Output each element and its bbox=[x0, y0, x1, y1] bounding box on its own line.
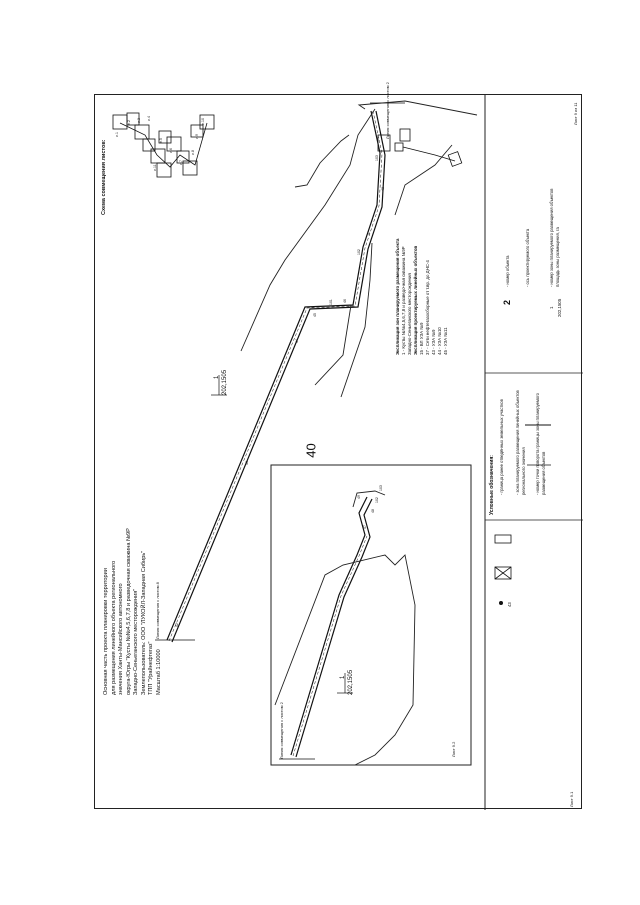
turn-point-label: 101 bbox=[329, 299, 333, 305]
legend-title: Условные обозначения: bbox=[489, 455, 495, 515]
inset-sheet-label: Лист 9.2 bbox=[451, 741, 456, 757]
turn-point-label: 42 bbox=[175, 623, 179, 627]
explication-line: 37 - Сети нефтегазосборные от т.вр. до ДНС-4 bbox=[424, 260, 430, 355]
legend-item: - граница ранее отведённых земельных участков bbox=[499, 399, 504, 495]
title-line: округа-Югры "Кусты №№4,5,6,7,8 и разведочная скважина №9Р bbox=[125, 528, 132, 695]
legend-item bbox=[535, 393, 546, 495]
legend-number-symbol: 2 bbox=[502, 299, 512, 305]
inset-point-label: 102 bbox=[375, 497, 379, 503]
match-line-bottom-label: Линия совмещения с листом 8 bbox=[155, 582, 160, 639]
zone-swatch bbox=[495, 567, 511, 579]
inset-point-label: 47 bbox=[363, 525, 367, 529]
main-zone-number: 1 bbox=[214, 375, 220, 379]
title-line: значения Ханты-Мансийского автономного bbox=[118, 583, 125, 695]
inset-corridor bbox=[291, 497, 372, 757]
legend-item-line: регионального значения bbox=[520, 447, 526, 495]
legend-fraction-desc bbox=[549, 189, 560, 287]
turn-point-label: 46 bbox=[343, 299, 347, 303]
key-map-label: л.1 bbox=[115, 132, 119, 137]
explication-line: 45 - УЗА №11 bbox=[442, 327, 448, 355]
inset-terrain bbox=[275, 491, 415, 765]
legend-fraction-line: площадь зоны размещения, га bbox=[554, 227, 560, 287]
key-map-label: л.4 bbox=[147, 116, 151, 121]
page-number: 40 bbox=[303, 443, 319, 458]
key-map-label: л.6 bbox=[169, 148, 173, 153]
turn-point-label: 45 bbox=[313, 313, 317, 317]
map-drawing bbox=[95, 95, 583, 810]
key-map-label: л.2 bbox=[127, 120, 131, 125]
legend-item bbox=[515, 390, 526, 495]
title-line: ТПП "Урайнефтегаз" bbox=[148, 641, 155, 695]
title-line: Основная часть проекта планировки территории bbox=[103, 568, 109, 695]
key-map-label: л.9 bbox=[195, 134, 199, 139]
main-zone-area: 202,1505 bbox=[222, 369, 228, 395]
turn-point-label: 43 bbox=[245, 461, 249, 465]
legend-item-line: размещения объектов bbox=[540, 451, 546, 495]
explication-line: 15 - ВЛ УЗА №9 bbox=[418, 322, 424, 355]
turn-point-label: 102 bbox=[357, 249, 361, 255]
explication-line: Западно-Сеньеганского месторождения bbox=[406, 273, 412, 355]
legend-fraction-top: 1 bbox=[549, 306, 554, 309]
legend-point-label: 43 bbox=[507, 602, 512, 607]
legend-axis-desc: - ось проектируемого объекта bbox=[525, 228, 530, 287]
title-line: Масштаб 1:10000 bbox=[155, 649, 162, 695]
sheet-label-left: Лист 9.1 bbox=[569, 791, 574, 807]
key-map-label: л.5 bbox=[159, 138, 163, 143]
turn-point-label: 103 bbox=[375, 155, 379, 161]
title-line: Западно-Сеньеганского месторождения" bbox=[133, 588, 140, 695]
key-map-label: л.3 bbox=[137, 118, 141, 123]
allotted-land-swatch bbox=[495, 535, 511, 543]
inset-point-label: 103 bbox=[379, 485, 383, 491]
match-line-top-label: Линия совмещения с листом 2 bbox=[385, 82, 390, 139]
title-line: Землепользователь: ООО "ЛУКОЙЛ-Западная Сибирь" bbox=[140, 550, 147, 695]
explication-line: Экспликация проектируемых линейных объектов bbox=[412, 245, 418, 355]
key-map-label: л.11 bbox=[153, 164, 157, 171]
key-map-label: л.10 bbox=[201, 118, 205, 125]
explication-heading: Экспликация зон планируемого размещения объекта bbox=[395, 238, 400, 355]
explication-line: 44 - УЗА №10 bbox=[436, 327, 442, 355]
legend-item-line: - номер точки поворота границы зоны планируемого bbox=[535, 393, 540, 495]
key-map-label: л.8 bbox=[191, 150, 195, 155]
legend-item-line: - зона планируемого размещения линейных объектов bbox=[515, 390, 520, 495]
turn-point-symbol bbox=[499, 601, 503, 605]
explication-line: 1 - Кусты №№4,5,6,7,8 и разведочная скважина №9Р bbox=[400, 246, 406, 355]
legend-number-desc: - номер объекта bbox=[505, 255, 510, 287]
inset-point-label: 48 bbox=[371, 509, 375, 513]
key-map-label: л.7 bbox=[179, 160, 183, 165]
explication bbox=[395, 239, 448, 355]
inset-zone-number: 1 bbox=[340, 675, 346, 679]
key-map-title: Схема совмещения листов: bbox=[101, 139, 107, 215]
turn-point-label: 47 bbox=[367, 231, 371, 235]
map-sheet bbox=[94, 82, 582, 809]
legend-fraction-bottom: 202,1505 bbox=[557, 298, 562, 317]
turn-point-label: 44 bbox=[295, 339, 299, 343]
legend-fraction-line: - номер зоны планируемого размещения объектов bbox=[549, 188, 554, 287]
turn-point-label: 48 bbox=[381, 187, 385, 191]
sheet-label-right: Лист 9 из 11 bbox=[573, 102, 578, 125]
inset-point-label: 49 bbox=[357, 495, 361, 499]
inset-match-line-label: Линия совмещения с листом 2 bbox=[279, 702, 284, 759]
title-line: для размещения линейного объекта регионального bbox=[110, 560, 117, 695]
explication-line: 43 - УЗА №9 bbox=[430, 329, 436, 355]
inset-zone-area: 202,1505 bbox=[348, 669, 354, 695]
